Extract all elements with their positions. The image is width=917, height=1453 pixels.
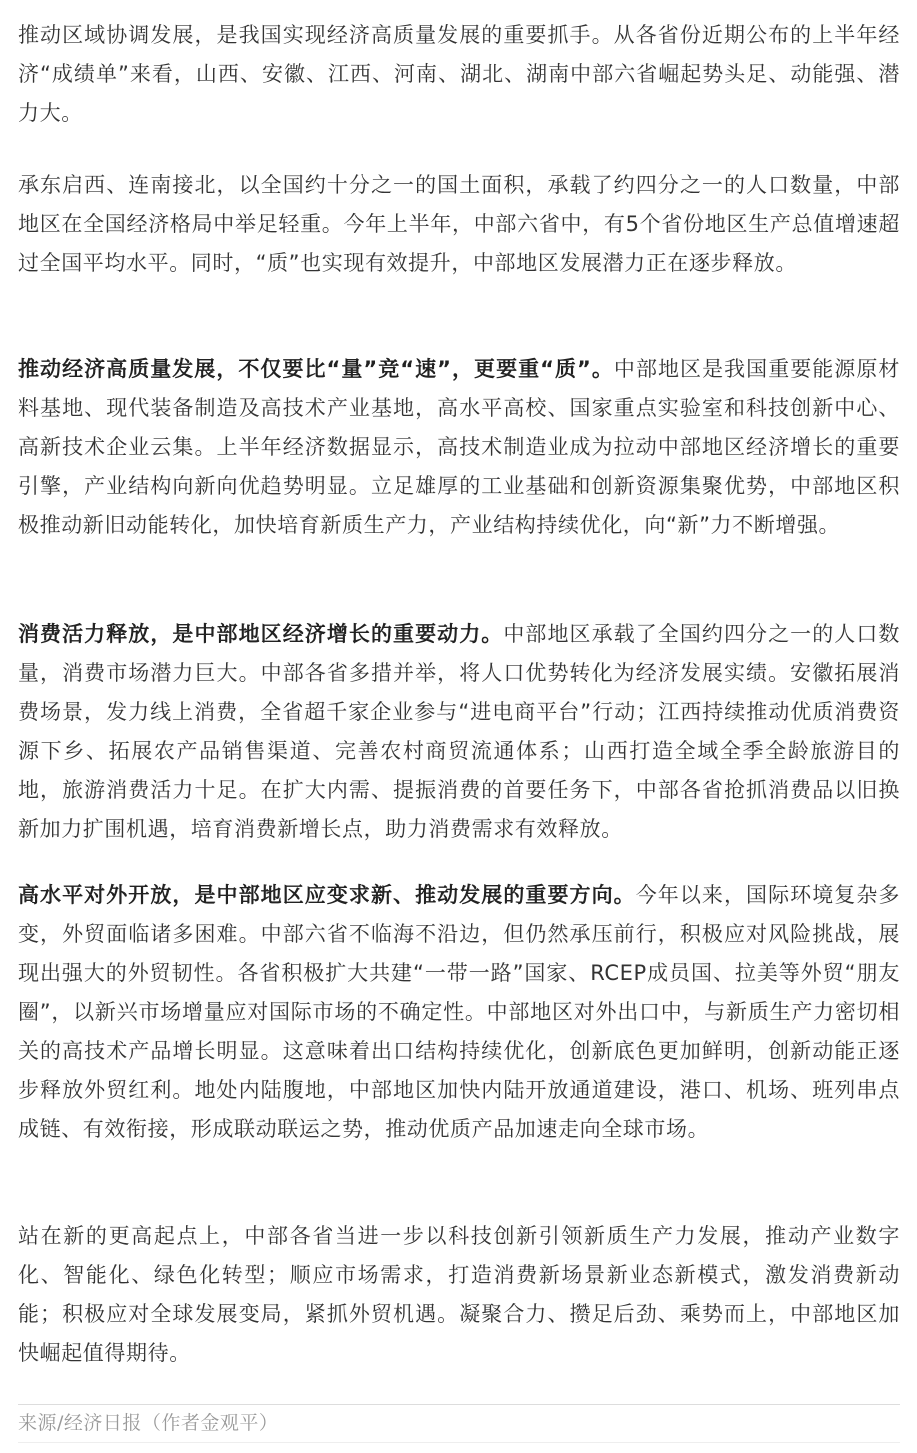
paragraph-intro: 推动区域协调发展，是我国实现经济高质量发展的重要抓手。从各省份近期公布的上半年经济“成绩单”来看，山西、安徽、江西、河南、湖北、湖南中部六省崛起势头足、动能强、潜力大。 bbox=[18, 23, 900, 125]
paragraph-opening-body: 今年以来，国际环境复杂多变，外贸面临诸多困难。中部六省不临海不沿边，但仍然承压前行，积极应对风险挑战，展现出强大的外贸韧性。各省积极扩大共建“一带一路”国家、RCEP成员国、拉美等外贸“朋友圈”，以新兴市场增量应对国际市场的不确定性。中部地区对外出口中，与新质生产力密切相关的高技术产品增长明显。这意味着出口结构持续优化，创新底色更加鲜明，创新动能正逐步释放外贸红利。地处内陆腹地，中部地区加快内陆开放通道建设，港口、机场、班列串点成链、有效衔接，形成联动联运之势，推动优质产品加速走向全球市场。 bbox=[18, 883, 900, 1141]
paragraph-context: 承东启西、连南接北，以全国约十分之一的国土面积，承载了约四分之一的人口数量，中部地区在全国经济格局中举足轻重。今年上半年，中部六省中，有5个省份地区生产总值增速超过全国平均水平。同时，“质”也实现有效提升，中部地区发展潜力正在逐步释放。 bbox=[18, 173, 900, 275]
paragraph-consumption-body: 中部地区承载了全国约四分之一的人口数量，消费市场潜力巨大。中部各省多措并举，将人口优势转化为经济发展实绩。安徽拓展消费场景，发力线上消费，全省超千家企业参与“进电商平台”行动；江西持续推动优质消费资源下乡、拓展农产品销售渠道、完善农村商贸流通体系；山西打造全域全季全龄旅游目的地，旅游消费活力十足。在扩大内需、提振消费的首要任务下，中部各省抢抓消费品以旧换新加力扩围机遇，培育消费新增长点，助力消费需求有效释放。 bbox=[18, 622, 900, 841]
paragraph-opening bbox=[18, 876, 900, 1149]
source-divider bbox=[18, 1404, 900, 1405]
paragraph-consumption bbox=[18, 615, 900, 849]
paragraph-opening-lead: 高水平对外开放，是中部地区应变求新、推动发展的重要方向。 bbox=[18, 883, 636, 907]
paragraph-quality-body: 中部地区是我国重要能源原材料基地、现代装备制造及高技术产业基地，高水平高校、国家重点实验室和科技创新中心、高新技术企业云集。上半年经济数据显示，高技术制造业成为拉动中部地区经济增长的重要引擎，产业结构向新向优趋势明显。立足雄厚的工业基础和创新资源集聚优势，中部地区积极推动新旧动能转化，加快培育新质生产力，产业结构持续优化，向“新”力不断增强。 bbox=[18, 357, 900, 537]
bottom-divider bbox=[18, 1442, 900, 1443]
paragraph-conclusion: 站在新的更高起点上，中部各省当进一步以科技创新引领新质生产力发展，推动产业数字化、智能化、绿色化转型；顺应市场需求，打造消费新场景新业态新模式，激发消费新动能；积极应对全球发展变局，紧抓外贸机遇。凝聚合力、攒足后劲、乘势而上，中部地区加快崛起值得期待。 bbox=[18, 1224, 900, 1365]
paragraph-consumption-lead: 消费活力释放，是中部地区经济增长的重要动力。 bbox=[18, 622, 504, 646]
paragraph-quality-lead: 推动经济高质量发展，不仅要比“量”竞“速”，更要重“质”。 bbox=[18, 357, 614, 381]
source-credit: 来源/经济日报（作者金观平） bbox=[18, 1412, 279, 1434]
paragraph-quality bbox=[18, 350, 900, 545]
